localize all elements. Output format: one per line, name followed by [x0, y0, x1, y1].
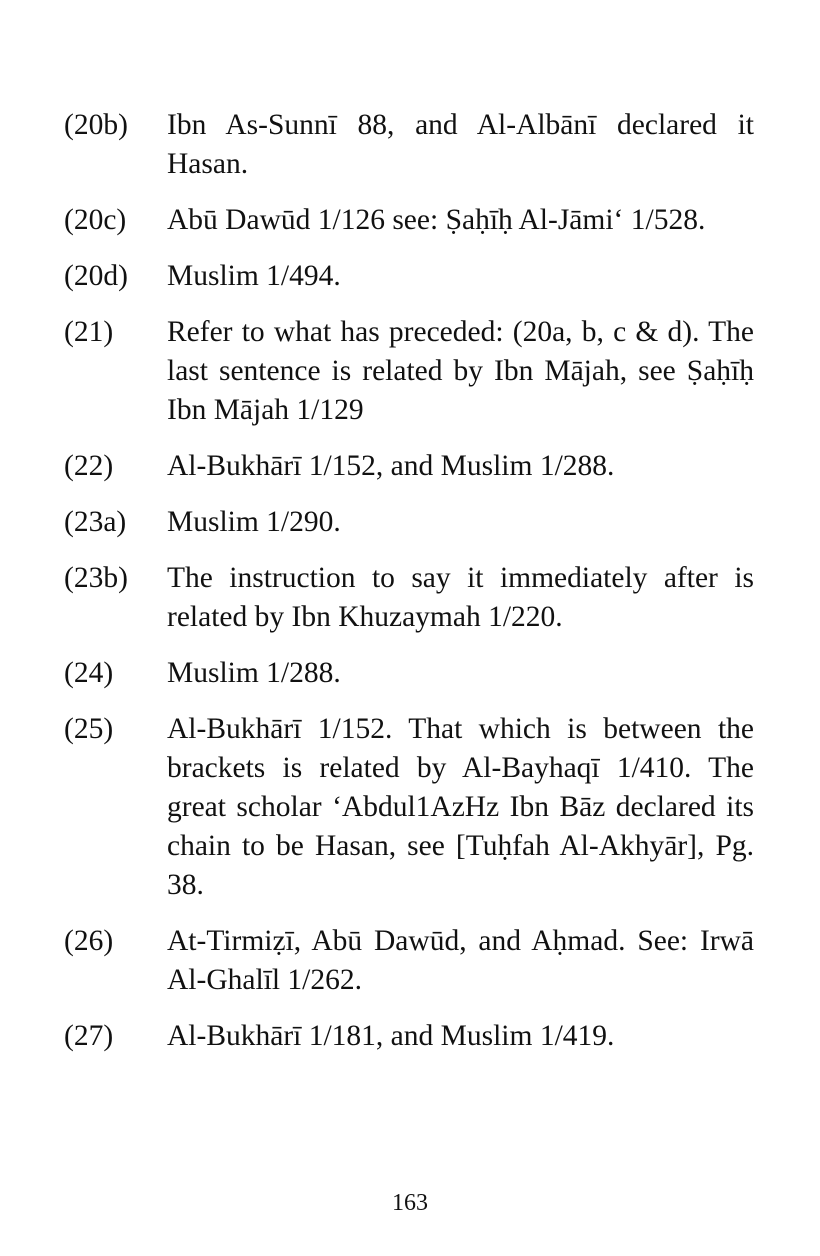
footnote-23b: [64, 559, 754, 637]
footnote-number: (27): [64, 1020, 114, 1052]
footnote-text: Al-Bukhārī 1/152, and Muslim 1/288.: [167, 450, 615, 482]
footnote-number: (23a): [64, 506, 127, 538]
footnote-number: (25): [64, 713, 114, 745]
footnote-number: (24): [64, 657, 114, 689]
footnote-text: At-Tirmiẓī, Abū Dawūd, and Aḥmad. See: Irwā Al-Ghalīl 1/262.: [167, 925, 754, 996]
footnote-number: (20b): [64, 109, 128, 141]
footnote-24: [64, 654, 754, 693]
footnote-text: Muslim 1/290.: [167, 506, 341, 538]
footnote-20d: [64, 257, 754, 296]
footnotes-list: [64, 106, 754, 1073]
footnote-text: Abū Dawūd 1/126 see: Ṣaḥīḥ Al-Jāmi‘ 1/528.: [167, 204, 706, 236]
footnote-22: [64, 447, 754, 486]
page-number: 163: [392, 1190, 428, 1216]
footnote-text: Muslim 1/288.: [167, 657, 341, 689]
footnote-text: Refer to what has preceded: (20a, b, c & d). The last sentence is related by Ibn Mājah, see Ṣaḥīḥ Ibn Mājah 1/129: [167, 316, 754, 426]
footnote-text: Al-Bukhārī 1/181, and Muslim 1/419.: [167, 1020, 615, 1052]
footnote-text: Al-Bukhārī 1/152. That which is between the brackets is related by Al-Bayhaqī 1/410. The great scholar ‘Abdul1AzHz Ibn Bāz declared its chain to be Hasan, see [Tuḥfah Al-Akhyār], Pg. 38.: [167, 713, 754, 901]
footnote-number: (20c): [64, 204, 127, 236]
footnote-21: [64, 313, 754, 430]
footnote-25: [64, 710, 754, 905]
footnote-text: Muslim 1/494.: [167, 260, 341, 292]
footnote-20b: [64, 106, 754, 184]
footnote-text: Ibn As-Sunnī 88, and Al-Albānī declared it Hasan.: [167, 109, 754, 180]
footnote-23a: [64, 503, 754, 542]
footnote-number: (23b): [64, 562, 128, 594]
footnote-number: (26): [64, 925, 114, 957]
footnote-20c: [64, 201, 754, 240]
footnote-number: (20d): [64, 260, 128, 292]
footnote-number: (22): [64, 450, 114, 482]
footnote-27: [64, 1017, 754, 1056]
footnote-number: (21): [64, 316, 114, 348]
footnote-26: [64, 922, 754, 1000]
footnote-text: The instruction to say it immediately after is related by Ibn Khuzaymah 1/220.: [167, 562, 754, 633]
